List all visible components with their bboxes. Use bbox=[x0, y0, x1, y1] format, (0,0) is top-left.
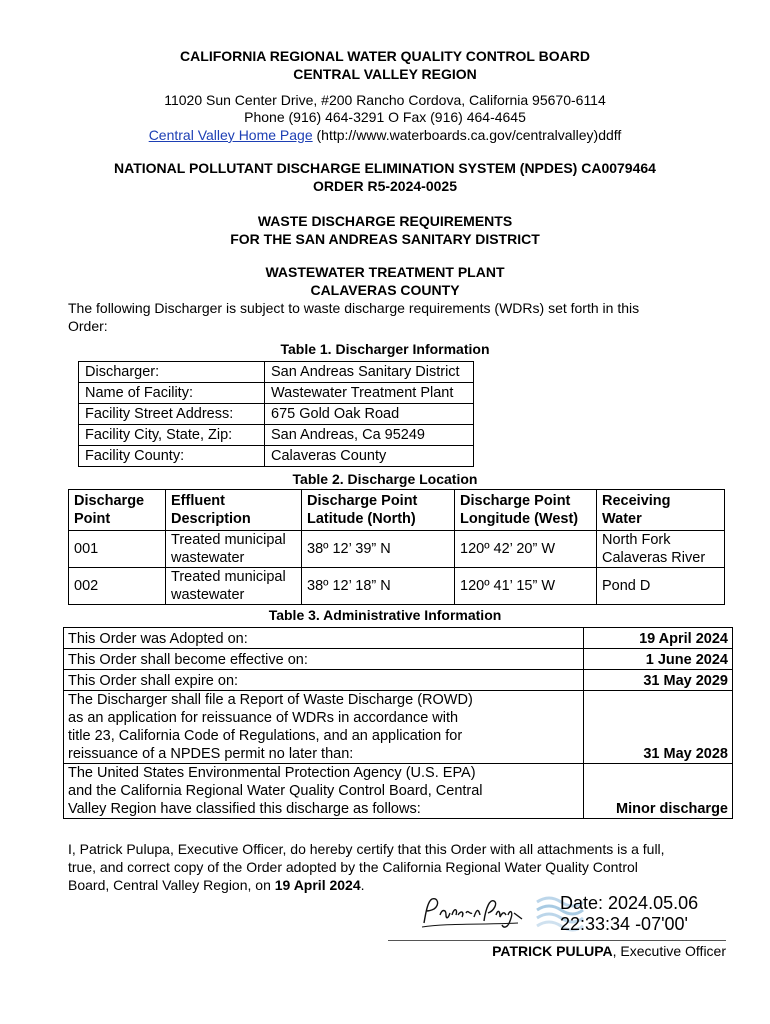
handwritten-signature bbox=[418, 893, 528, 933]
intro-text-2: Order: bbox=[68, 318, 108, 334]
admin-label: This Order was Adopted on: bbox=[64, 628, 584, 649]
admin-value: 19 April 2024 bbox=[584, 628, 733, 649]
receiving-water: North Fork Calaveras River bbox=[597, 531, 725, 568]
table1-caption: Table 1. Discharger Information bbox=[280, 341, 490, 357]
table-row bbox=[69, 531, 725, 568]
admin-label: This Order shall expire on: bbox=[64, 670, 584, 691]
table-cell-label: Facility County: bbox=[79, 446, 265, 467]
column-header: Discharge Point Longitude (West) bbox=[455, 490, 597, 531]
table-row bbox=[69, 568, 725, 605]
signatory-name: PATRICK PULUPA bbox=[492, 943, 613, 959]
table-row bbox=[64, 691, 733, 764]
admin-value: 1 June 2024 bbox=[584, 649, 733, 670]
intro-text-1: The following Discharger is subject to waste discharge requirements (WDRs) set forth in this bbox=[68, 300, 640, 316]
signature-time: 22:33:34 -07'00' bbox=[560, 914, 688, 934]
receiving-water: Pond D bbox=[597, 568, 725, 605]
phone-number: Phone (916) 464-3291 bbox=[244, 109, 385, 125]
table-row bbox=[64, 764, 733, 819]
signature-date: Date: 2024.05.06 bbox=[560, 893, 699, 913]
discharge-point: 001 bbox=[69, 531, 166, 568]
home-page-link[interactable]: Central Valley Home Page bbox=[148, 127, 313, 143]
table-cell-label: Name of Facility: bbox=[79, 383, 265, 404]
admin-value: Minor discharge bbox=[584, 764, 733, 819]
discharge-point: 002 bbox=[69, 568, 166, 605]
column-header: Discharge Point Latitude (North) bbox=[302, 490, 455, 531]
home-page-url: (http://www.waterboards.ca.gov/centralvalley)ddff bbox=[316, 127, 622, 143]
discharger-info-table bbox=[78, 361, 474, 467]
table-row bbox=[79, 383, 474, 404]
table-row bbox=[79, 446, 474, 467]
npdes-title: NATIONAL POLLUTANT DISCHARGE ELIMINATION SYSTEM (NPDES) CA0079464 bbox=[114, 160, 656, 176]
latitude: 38º 12’ 39” N bbox=[302, 531, 455, 568]
digital-signature-date bbox=[560, 893, 698, 935]
table-cell-value: 675 Gold Oak Road bbox=[265, 404, 474, 425]
longitude: 120º 41’ 15” W bbox=[455, 568, 597, 605]
admin-label: The United States Environmental Protection Agency (U.S. EPA) and the California Regional Water Quality Control Board, Central Valley Region have classified this discharge as follows: bbox=[64, 764, 584, 819]
order-number: ORDER R5-2024-0025 bbox=[313, 178, 457, 194]
table-cell-value: San Andreas Sanitary District bbox=[265, 362, 474, 383]
table-header-row bbox=[69, 490, 725, 531]
admin-label: This Order shall become effective on: bbox=[64, 649, 584, 670]
table-cell-value: San Andreas, Ca 95249 bbox=[265, 425, 474, 446]
table-row bbox=[64, 628, 733, 649]
fax-number: Fax (916) 464-4645 bbox=[402, 109, 526, 125]
county-name: CALAVERAS COUNTY bbox=[310, 282, 460, 298]
table-cell-label: Facility City, State, Zip: bbox=[79, 425, 265, 446]
table-cell-label: Facility Street Address: bbox=[79, 404, 265, 425]
table-row bbox=[64, 649, 733, 670]
signatory bbox=[492, 943, 726, 959]
admin-value: 31 May 2029 bbox=[584, 670, 733, 691]
contact-line bbox=[0, 109, 770, 125]
table3-caption: Table 3. Administrative Information bbox=[268, 607, 502, 623]
column-header: Discharge Point bbox=[69, 490, 166, 531]
admin-info-table bbox=[63, 627, 733, 819]
table-row bbox=[64, 670, 733, 691]
wdr-title: WASTE DISCHARGE REQUIREMENTS bbox=[257, 213, 513, 229]
table-cell-label: Discharger: bbox=[79, 362, 265, 383]
wdr-for: FOR THE SAN ANDREAS SANITARY DISTRICT bbox=[230, 231, 540, 247]
admin-value: 31 May 2028 bbox=[584, 691, 733, 764]
table2-caption: Table 2. Discharge Location bbox=[292, 471, 478, 487]
table-row bbox=[79, 404, 474, 425]
admin-label: The Discharger shall file a Report of Waste Discharge (ROWD) as an application for reissuance of WDRs in accordance with title 23, California Code of Regulations, and an application for reissuance of a NPDES permit no later than: bbox=[64, 691, 584, 764]
effluent-description: Treated municipal wastewater bbox=[166, 531, 302, 568]
agency-address: 11020 Sun Center Drive, #200 Rancho Cordova, California 95670-6114 bbox=[164, 92, 606, 108]
column-header: Effluent Description bbox=[166, 490, 302, 531]
region-name: CENTRAL VALLEY REGION bbox=[293, 66, 477, 82]
plant-name: WASTEWATER TREATMENT PLANT bbox=[265, 264, 505, 280]
agency-name: CALIFORNIA REGIONAL WATER QUALITY CONTROL BOARD bbox=[180, 48, 590, 64]
phone-separator-icon: O bbox=[388, 109, 400, 125]
effluent-description: Treated municipal wastewater bbox=[166, 568, 302, 605]
table-cell-value: Calaveras County bbox=[265, 446, 474, 467]
signature-line bbox=[388, 940, 726, 941]
table-row bbox=[79, 425, 474, 446]
longitude: 120º 42’ 20” W bbox=[455, 531, 597, 568]
column-header: Receiving Water bbox=[597, 490, 725, 531]
table-row bbox=[79, 362, 474, 383]
certification-text: I, Patrick Pulupa, Executive Officer, do hereby certify that this Order with all attachments is a full, true, and correct copy of the Order adopted by the California Regional Water Quality Control Board, Central Valley Region, on 19 April 2024. bbox=[68, 841, 665, 893]
home-page-line bbox=[0, 127, 770, 143]
latitude: 38º 12’ 18” N bbox=[302, 568, 455, 605]
discharge-location-table bbox=[68, 489, 725, 605]
signatory-title: , Executive Officer bbox=[612, 943, 726, 959]
table-cell-value: Wastewater Treatment Plant bbox=[265, 383, 474, 404]
